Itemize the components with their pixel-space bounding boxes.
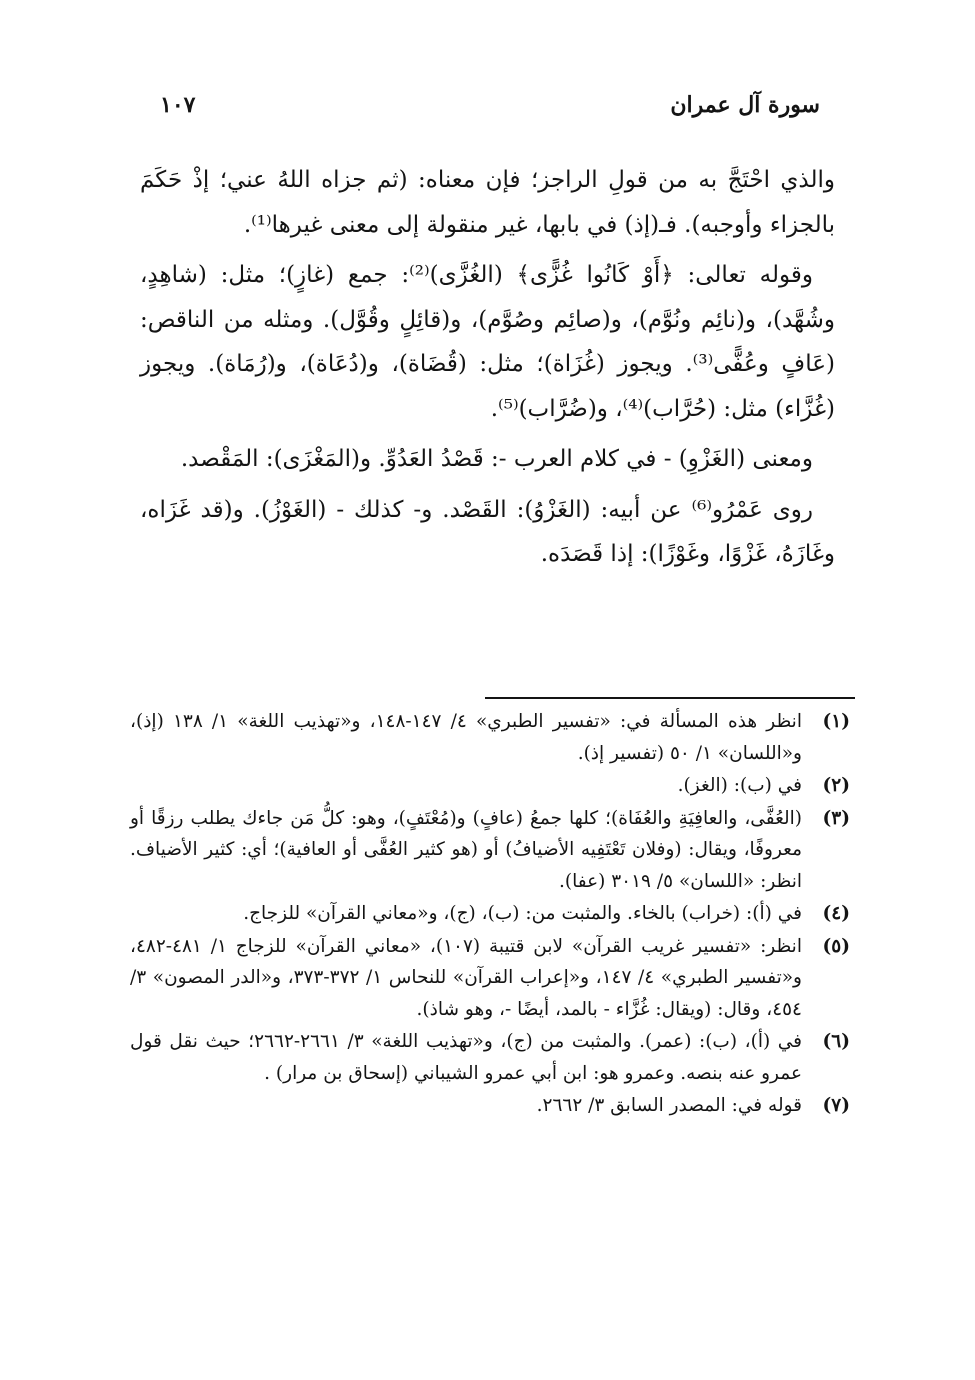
paragraph-1: والذي احْتَجَّ به من قولِ الراجز؛ فإن معناه: (ثم جزاه اللهُ عني؛ إذْ حَكَمَ بالجزاء وأوجبه). فـ(إذ) في بابها، غير منقولة إلى معنى غيرها⁽¹⁾. [140,167,835,238]
footnote-number: (٢) [822,775,850,796]
footnote [130,1090,850,1122]
footnote-text: قوله في: المصدر السابق ٣/ ٢٦٦٢. [536,1095,802,1116]
footnote-number: (٧) [822,1095,850,1116]
footnote [130,706,850,769]
footnotes [130,706,850,1123]
paragraph-3: ومعنى (الغَزْوِ) - في كلام العرب -: قَصْدُ العَدُوِّ. و(المَغْزَى): المَقْصد. [180,446,813,472]
footnote [130,898,850,930]
surah-title: سورة آل عمران [670,92,820,118]
footnote-number: (٤) [822,903,850,924]
running-header [160,92,820,132]
footnote-number: (٥) [822,935,850,957]
page-number: ١٠٧ [160,92,196,118]
footnote [130,770,850,802]
footnote-text: في (أ)، (ب): (عمر). والمثبت من (ج)، و«تهذيب اللغة» ٣/ ٢٦٦١-٢٦٦٢؛ حيث نقل قول عمرو عنه بنصه. وعمرو هو: ابن أبي عمرو الشيباني (إسحاق بن مرار) . [130,1031,803,1084]
footnote [130,931,850,1026]
footnote-number: (٦) [822,1031,850,1052]
footnote-text: انظر: «تفسير غريب القرآن» لابن قتيبة (١٠٧)، «معاني القرآن» للزجاج ١/ ٤٨١-٤٨٢، و«تفسير الطبري» ٤/ ١٤٧، و«إعراب القرآن» للنحاس ١/ ٣٧٢-٣٧٣، و«الدر المصون» ٣/ ٤٥٤، وقال: (ويقال: غُزَّاء - بالمد، أيضًا -، وهو شاذ). [130,935,802,1020]
footnote [130,803,850,898]
paragraph-4: روى عَمْرُو⁽⁶⁾ عن أبيه: (الغَزْوُ): القَصْد. و- كذلك - (الغَوْزُ). و(قد غَزَاه، وغَازَهُ، غَزْوًا، وغَوْزًا): إذا قَصَدَه. [140,496,835,567]
footnote-text: (العُفَّى، والعافِيَةِ والعُفَاة)؛ كلها جمعُ (عافٍ) و(مُعْتَفٍ)، وهو: كلُّ مَن جاءك يطلب رزقًا أو معروفًا، ويقال: (وفلان تَعْتَفِيه الأضيافُ) أو (هو كثير العُفَّى أو العافية)؛ أي: كثير الأضياف. انظر: «اللسان» ٥/ ٣٠١٩ (عفا). [130,807,802,892]
paragraph-2: وقوله تعالى: ﴿أَوْ كَانُوا غُزًّى﴾ (الغُزَّى)⁽²⁾: جمع (غازٍ)؛ مثل: (شاهِدٍ، وشُهَّد)، و(نائِم ونُوَّم)، و(صائِم وصُوَّم)، و(قائِلٍ وقُوَّل). ومثله من الناقص: (عَافٍ وعُفًّى⁽³⁾. ويجوز (غُزَاة)؛ مثل: (قُضَاة)، و(دُعَاة)، و(رُمَاة). ويجوز (غُزَّاء) مثل: (حُرَّاب)⁽⁴⁾، و(ضُرَّاب)⁽⁵⁾. [140,262,835,422]
footnote [130,1026,850,1089]
footnote-separator [485,697,855,699]
footnote-number: (١) [822,711,850,732]
main-text [140,158,835,583]
footnote-text: انظر هذه المسألة في: «تفسير الطبري» ٤/ ١٤٧-١٤٨، و«تهذيب اللغة» ١/ ١٣٨ (إذ)، و«اللسان» ١/ ٥٠ (تفسير إذ). [130,711,802,764]
footnote-text: في (ب): (الغز). [677,775,802,796]
footnote-text: في (أ): (خراب) بالخاء. والمثبت من: (ب)، (ج)، و«معاني القرآن» للزجاج. [243,903,802,924]
footnote-number: (٣) [822,807,850,829]
